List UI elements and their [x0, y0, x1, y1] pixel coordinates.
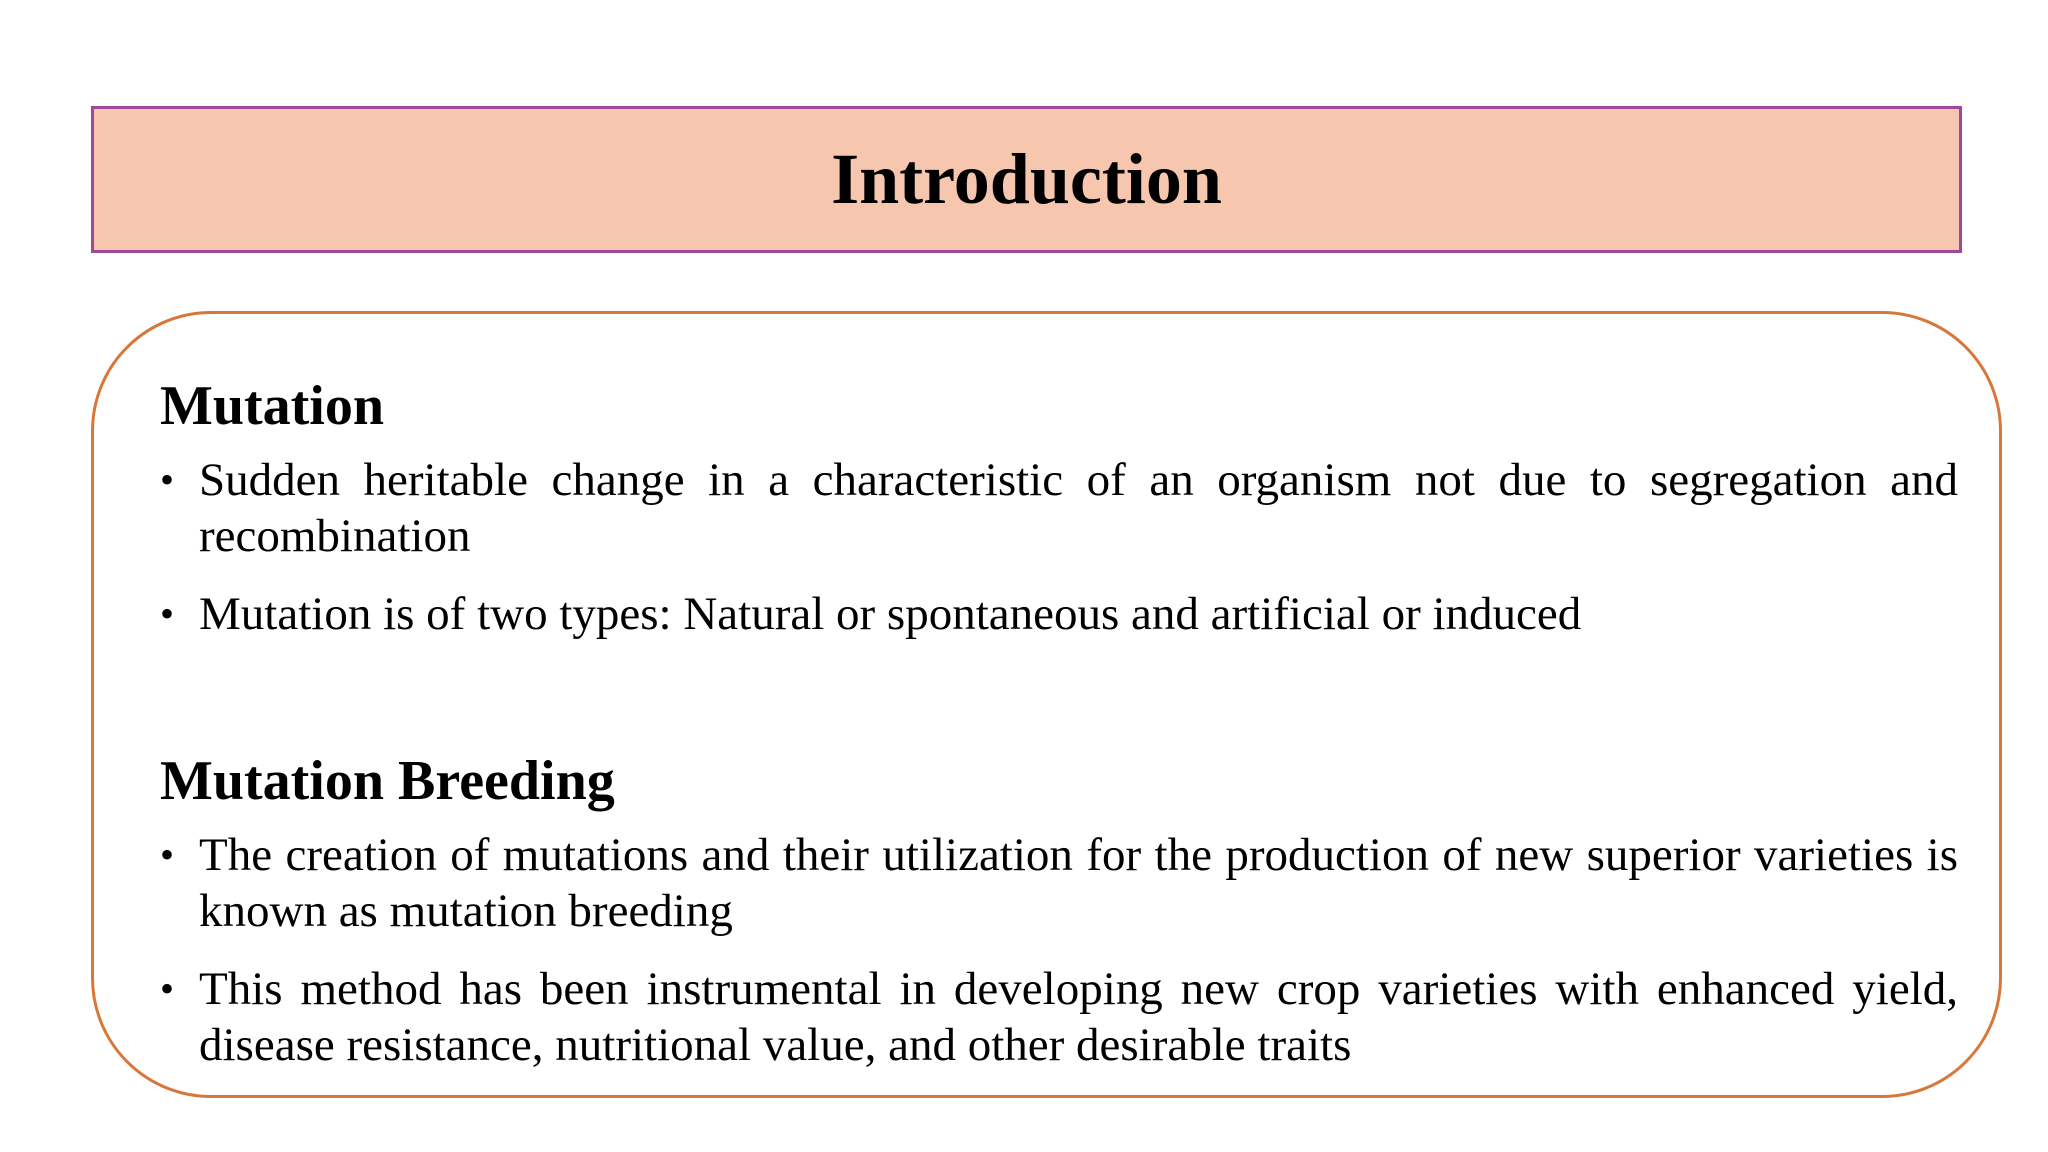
bullet-item	[160, 961, 1958, 1073]
bullet-icon: •	[160, 965, 175, 1011]
section-heading: Mutation	[160, 375, 384, 437]
bullet-text: This method has been instrumental in developing new crop varieties with enhanced yield, disease resistance, nutritional value, and other desirable traits	[199, 962, 1958, 1071]
bullet-icon: •	[160, 456, 175, 502]
bullet-text: The creation of mutations and their utilization for the production of new superior varieties is known as mutation breeding	[199, 828, 1958, 937]
section-heading: Mutation Breeding	[160, 750, 615, 812]
section-mutation-breeding	[160, 751, 1958, 1095]
title-banner	[91, 106, 1962, 253]
content-box	[91, 311, 2002, 1098]
bullet-item	[160, 586, 1958, 642]
bullet-item	[160, 452, 1958, 564]
slide-title: Introduction	[831, 138, 1222, 219]
bullet-text: Sudden heritable change in a characteristic of an organism not due to segregation and recombination	[199, 453, 1958, 562]
bullet-icon: •	[160, 590, 175, 636]
bullet-item	[160, 827, 1958, 939]
bullet-text: Mutation is of two types: Natural or spontaneous and artificial or induced	[199, 587, 1582, 640]
section-mutation	[160, 376, 1958, 664]
bullet-icon: •	[160, 831, 175, 877]
